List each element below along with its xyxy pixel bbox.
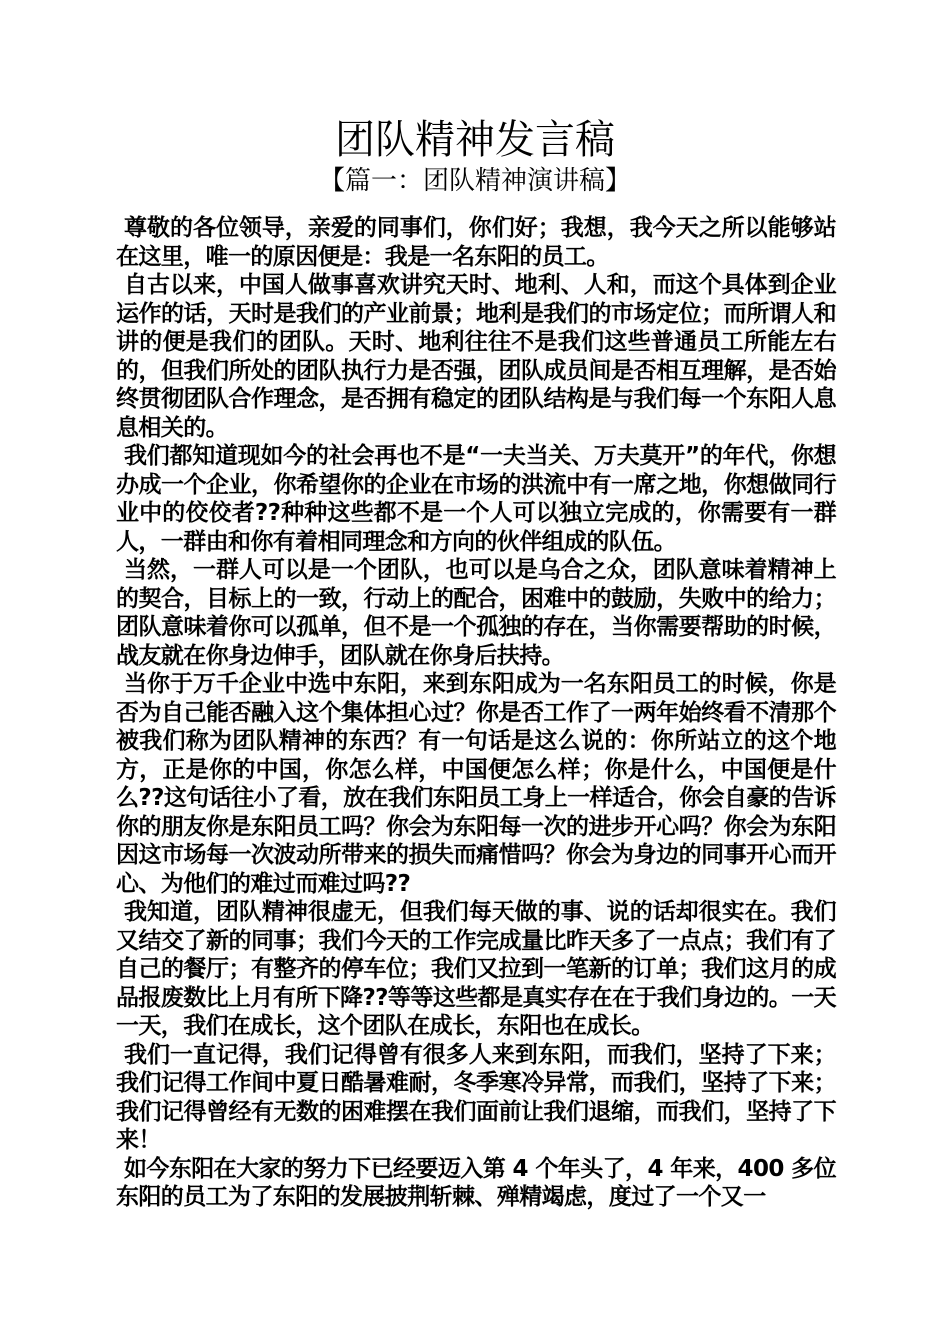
paragraph-team-spirit-real: 我知道，团队精神很虚无，但我们每天做的事、说的话却很实在。我们又结交了新的同事；我们今天的工作完成量比昨天多了一点点；我们有了自己的餐厅；有整齐的停车位；我们又拉到一笔新的订单；我们这月的成品报废数比上月有所下降??等等这些都是真实存在在于我们身边的。一天一天，我们在成长，这个团队在成长，东阳也在成长。: [116, 899, 836, 1039]
document-subtitle: 【篇一：团队精神演讲稿】: [318, 166, 631, 196]
paragraph-tianshi-dili-renhe: 自古以来，中国人做事喜欢讲究天时、地利、人和，而这个具体到企业运作的话，天时是我们的产业前景；地利是我们的市场定位；而所谓人和讲的便是我们的团队。天时、地利往往不是我们这些普通员工所能左右的，但我们所处的团队执行力是否强，团队成员间是否相互理解，是否始终贯彻团队合作理念，是否拥有稳定的团队结构是与我们每一个东阳人息息相关的。: [116, 272, 836, 441]
paragraph-greeting: 尊敬的各位领导，亲爱的同事们，你们好；我想，我今天之所以能够站在这里，唯一的原因便是：我是一名东阳的员工。: [116, 215, 836, 270]
paragraph-four-years: 如今东阳在大家的努力下已经要迈入第 4 个年头了，4 年来，400 多位东阳的员工为了东阳的发展披荆斩棘、殚精竭虑，度过了一个又一: [116, 1155, 836, 1210]
document-body: [116, 214, 836, 1212]
document-title: 团队精神发言稿: [335, 117, 615, 163]
paragraph-era: 我们都知道现如今的社会再也不是“一夫当关、万夫莫开”的年代，你想办成一个企业，你希望你的企业在市场的洪流中有一席之地，你想做同行业中的佼佼者??种种这些都不是一个人可以独立完成的，你需要有一群人，一群由和你有着相同理念和方向的伙伴组成的队伍。: [116, 443, 836, 555]
paragraph-team-meaning: 当然，一群人可以是一个团队，也可以是乌合之众，团队意味着精神上的契合，目标上的一致，行动上的配合，困难中的鼓励，失败中的给力；团队意味着你可以孤单，但不是一个孤独的存在，当你需要帮助的时候，战友就在你身边伸手，团队就在你身后扶持。: [116, 557, 836, 669]
paragraph-persistence: 我们一直记得，我们记得曾有很多人来到东阳，而我们，坚持了下来；我们记得工作间中夏日酷暑难耐，冬季寒冷异常，而我们，坚持了下来；我们记得曾经有无数的困难摆在我们面前让我们退缩，而我们，坚持了下来！: [116, 1041, 836, 1153]
paragraph-joining-dongyang: 当你于万千企业中选中东阳，来到东阳成为一名东阳员工的时候，你是否为自己能否融入这个集体担心过？你是否工作了一两年始终看不清那个被我们称为团队精神的东西？有一句话是这么说的：你所站立的这个地方，正是你的中国，你怎么样，中国便怎么样；你是什么，中国便是什么??这句话往小了看，放在我们东阳员工身上一样适合，你会自豪的告诉你的朋友你是东阳员工吗？你会为东阳每一次的进步开心吗？你会为东阳因这市场每一次波动所带来的损失而痛惜吗？你会为身边的同事开心而开心、为他们的难过而难过吗??: [116, 671, 836, 897]
